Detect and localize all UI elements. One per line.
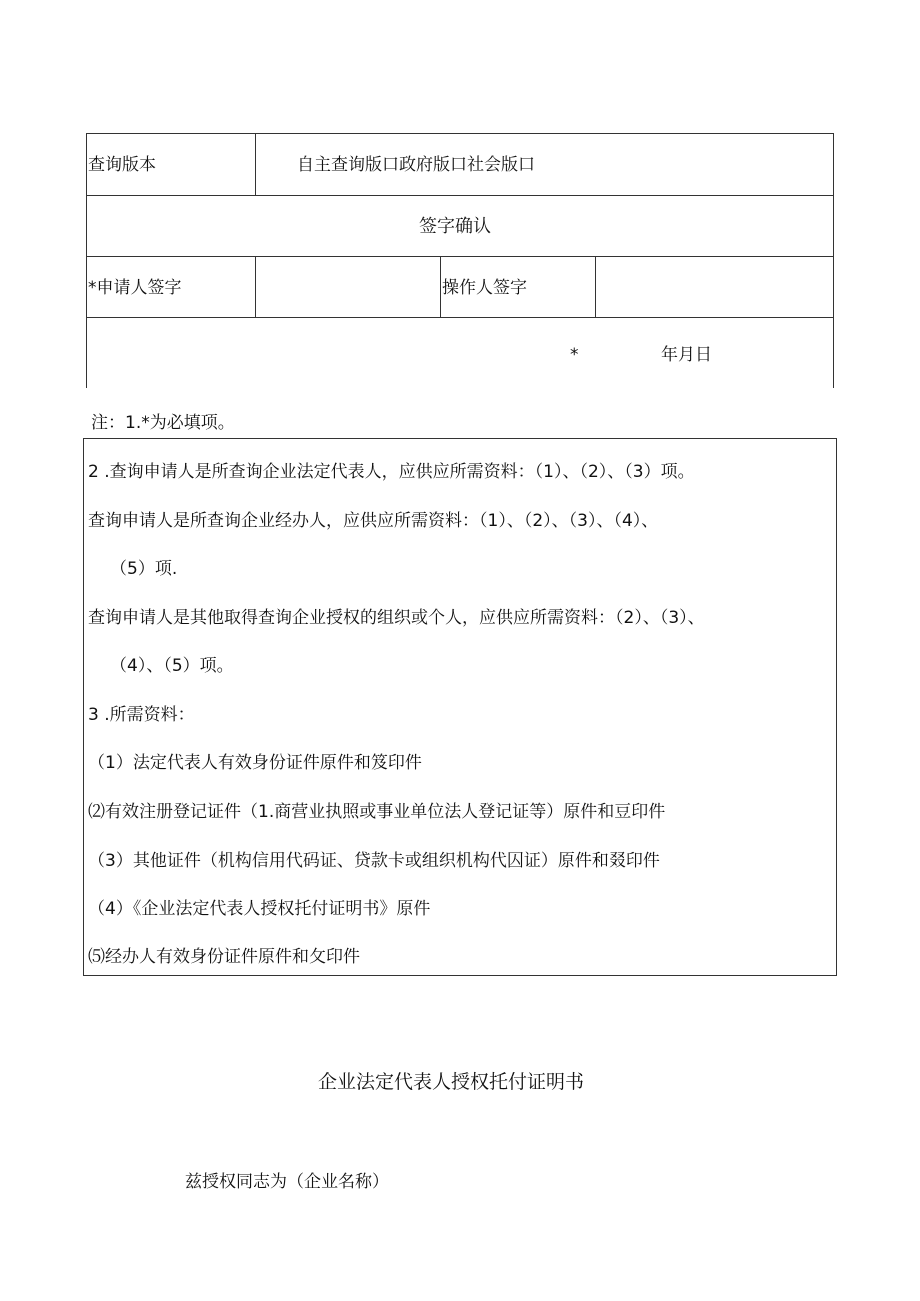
note-line: 查询申请人是其他取得查询企业授权的组织或个人，应供应所需资料：（2）、（3）、	[88, 608, 705, 628]
table-rule	[86, 256, 834, 257]
table-rule	[595, 256, 596, 317]
operator-signature-field[interactable]	[597, 258, 832, 316]
operator-signature-label: 操作人签字	[442, 278, 527, 298]
table-rule	[86, 133, 87, 388]
table-rule	[255, 133, 256, 195]
note-line: （4）《企业法定代表人授权托付证明书》原件	[88, 899, 431, 919]
applicant-signature-field[interactable]	[257, 258, 439, 316]
note-line: ⑸经办人有效身份证件原件和攵印件	[88, 947, 360, 967]
note-line: （1）法定代表人有效身份证件原件和笈印件	[88, 753, 422, 773]
signature-heading: 签字确认	[419, 216, 491, 237]
applicant-signature-label: *申请人签字	[88, 278, 182, 298]
date-label: 年月日	[661, 345, 712, 365]
version-label: 查询版本	[88, 155, 156, 175]
table-rule	[86, 317, 834, 318]
table-rule	[440, 256, 441, 317]
table-rule	[86, 195, 834, 196]
note-line: （4）、（5）项。	[110, 656, 234, 676]
note-line: （5）项.	[110, 559, 178, 579]
table-rule	[86, 133, 834, 134]
note-line: （3）其他证件（机构信用代码证、贷款卡或组织机构代囚证）原件和叕印件	[88, 851, 660, 871]
certificate-title: 企业法定代表人授权托付证明书	[318, 1071, 585, 1093]
certificate-body: 兹授权同志为（企业名称）	[185, 1172, 389, 1192]
table-rule	[833, 133, 834, 388]
note-line: 查询申请人是所查询企业经办人，应供应所需资料：（1）、（2）、（3）、（4）、	[88, 511, 659, 531]
note-line: 2 .查询申请人是所查询企业法定代表人，应供应所需资料：（1）、（2）、（3）项。	[88, 462, 695, 482]
date-required-star: *	[570, 345, 579, 365]
version-options[interactable]: 自主查询版口政府版口社会版口	[297, 155, 535, 175]
note-line: ⑵有效注册登记证件（1.商营业执照或事业单位法人登记证等）原件和豆印件	[88, 802, 666, 822]
note-line: 3 .所需资料：	[88, 705, 195, 725]
note-required: 注：1.*为必填项。	[91, 413, 235, 433]
table-rule	[255, 256, 256, 317]
